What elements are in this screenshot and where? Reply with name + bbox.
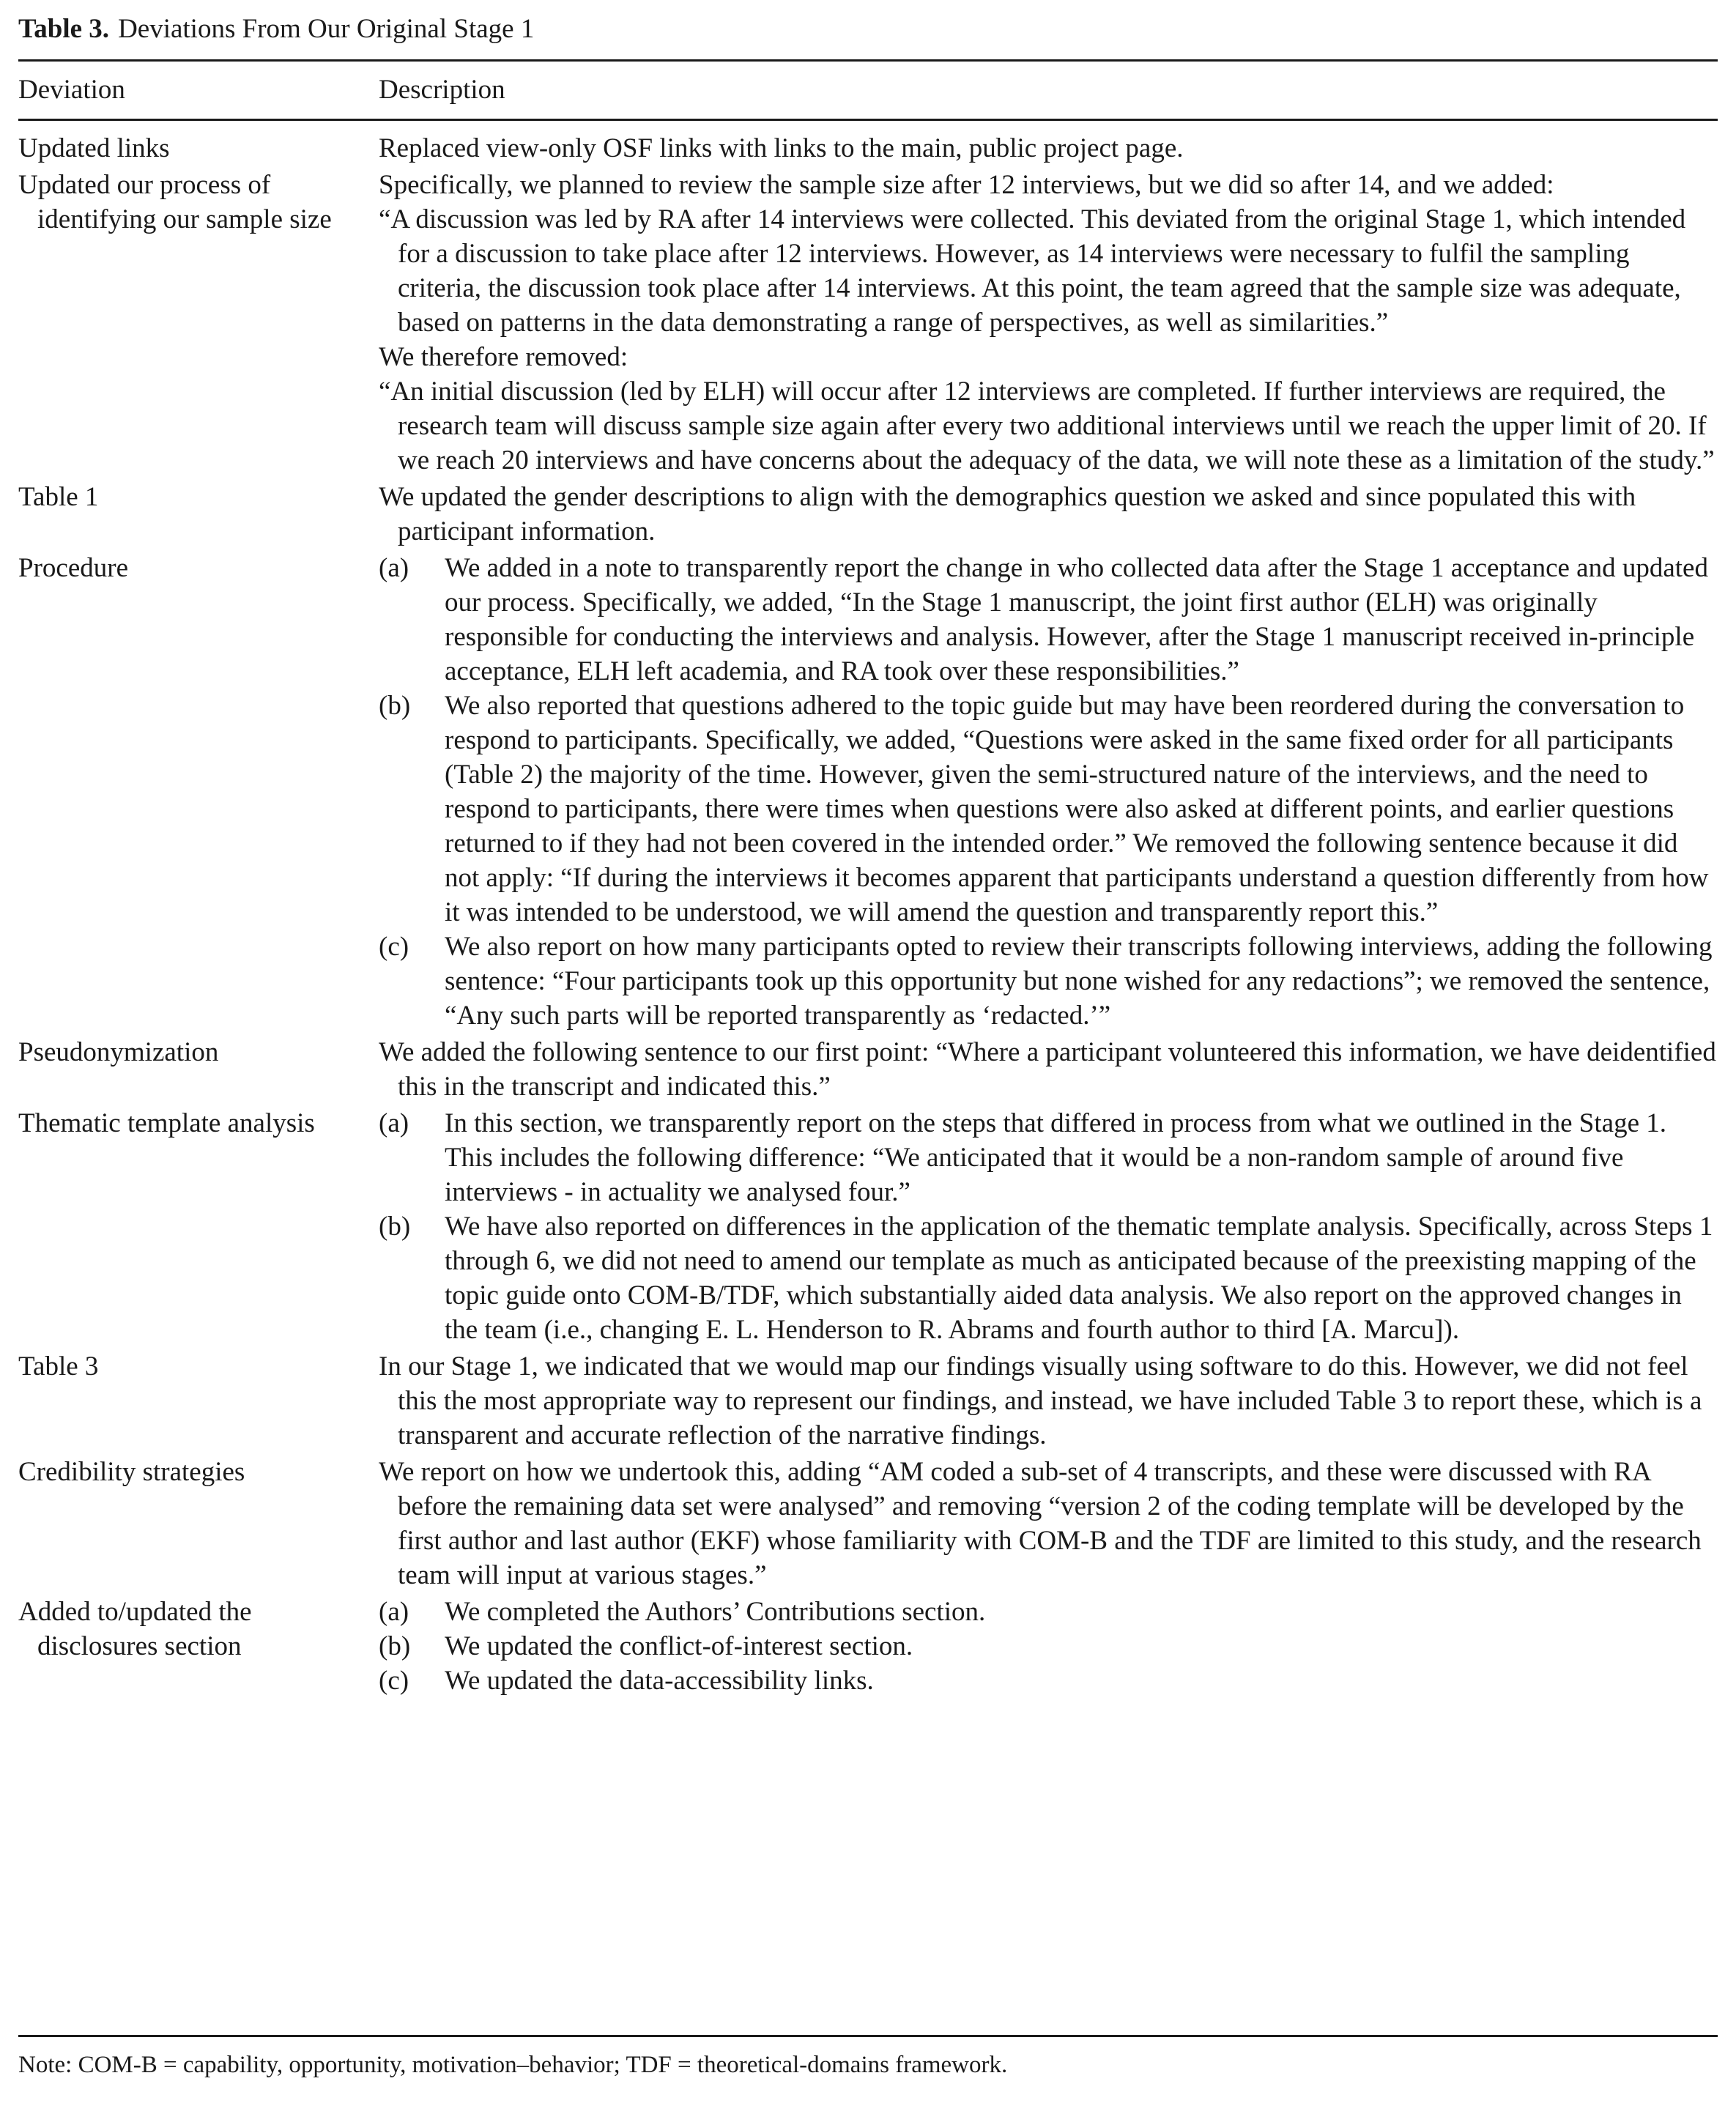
table-label: Table 3.: [18, 14, 110, 44]
description-cell: [379, 480, 1718, 549]
list-item-text: We updated the data-accessibility links.: [445, 1666, 874, 1696]
table-header: [18, 73, 1718, 107]
deviation-cell: Updated links: [18, 133, 170, 163]
description-cell: [379, 551, 1718, 1033]
deviation-cell: Table 3: [18, 1351, 99, 1381]
description-paragraph: Replaced view-only OSF links with links to the main, public project page.: [379, 133, 1184, 163]
list-marker: (b): [379, 1212, 411, 1242]
list-item-text: We also report on how many participants opted to review their transcripts following interviews, adding the following sentence: “Four participants took up this opportunity but none wished for any redactions”; we removed the sentence, “Any such parts will be reported transparently as ‘redacted.’”: [445, 932, 1713, 1031]
header-description: Description: [379, 75, 505, 105]
list-marker: (c): [379, 1666, 409, 1696]
description-paragraph: We report on how we undertook this, adding “AM coded a sub-set of 4 transcripts, and these were discussed with RA before the remaining data set were analysed” and removing “version 2 of the coding template will be developed by the first author and last author (EKF) whose familiarity with COM-B and the TDF are limited to this study, and the research team will input at various stages.”: [379, 1457, 1702, 1590]
deviation-cell: Thematic template analysis: [18, 1108, 315, 1138]
description-list-item: [379, 1595, 1718, 1629]
description-list-item: [379, 1106, 1718, 1209]
deviation-cell: Procedure: [18, 553, 128, 583]
description-list-item: [379, 1629, 1718, 1664]
list-marker: (c): [379, 932, 409, 962]
header-deviation: Deviation: [18, 75, 125, 105]
description-list-item: [379, 689, 1718, 930]
deviation-cell: Table 1: [18, 482, 99, 512]
list-item-text: We have also reported on differences in the application of the thematic template analysis. Specifically, across Steps 1 through 6, we did not need to amend our template as much as anticipated because of the preexisting mapping of the topic guide onto COM-B/TDF, which substantially aided data analysis. We also report on the approved changes in the team (i.e., changing E. L. Henderson to R. Abrams and fourth author to third [A. Marcu]).: [445, 1212, 1713, 1345]
description-paragraph: In our Stage 1, we indicated that we would map our findings visually using software to do this. However, we did not feel this the most appropriate way to represent our findings, and instead, we have included Table 3 to report these, which is a transparent and accurate reflection of the narrative findings.: [379, 1351, 1702, 1450]
deviation-cell: Credibility strategies: [18, 1457, 245, 1487]
description-cell: [379, 168, 1718, 478]
table-row: [18, 1349, 1718, 1453]
table-caption: [18, 12, 534, 46]
deviation-cell: Pseudonymization: [18, 1037, 219, 1067]
description-cell: [379, 131, 1718, 166]
list-marker: (b): [379, 1631, 411, 1661]
description-paragraph: We added the following sentence to our first point: “Where a participant volunteered this information, we have deidentified this in the transcript and indicated this.”: [379, 1037, 1716, 1102]
table-row: [18, 1455, 1718, 1592]
list-item-text: We completed the Authors’ Contributions section.: [445, 1597, 986, 1627]
table-body: [18, 131, 1718, 1700]
list-marker: (a): [379, 553, 409, 583]
list-marker: (a): [379, 1108, 409, 1138]
description-cell: [379, 1106, 1718, 1347]
description-cell: [379, 1595, 1718, 1698]
description-list-item: [379, 551, 1718, 689]
list-marker: (a): [379, 1597, 409, 1627]
list-item-text: In this section, we transparently report on the steps that differed in process from what we outlined in the Stage 1. This includes the following difference: “We anticipated that it would be a non-random sample of around five interviews - in actuality we analysed four.”: [445, 1108, 1666, 1207]
description-list-item: [379, 1664, 1718, 1698]
list-item-text: We also reported that questions adhered to the topic guide but may have been reordered during the conversation to respond to participants. Specifically, we added, “Questions were asked in the same fixed order for all participants (Table 2) the majority of the time. However, given the semi-structured nature of the interviews, and the need to respond to participants, there were times when questions were also asked at different points, and earlier questions returned to if they had not been covered in the intended order.” We removed the following sentence because it did not apply: “If during the interviews it becomes apparent that participants understand a question differently from how it was intended to be understood, we will amend the question and transparently report this.”: [445, 691, 1709, 927]
table-row: [18, 551, 1718, 1033]
list-item-text: We added in a note to transparently report the change in who collected data after the Stage 1 acceptance and updated our process. Specifically, we added, “In the Stage 1 manuscript, the joint first author (ELH) was originally responsible for conducting the interviews and analysis. However, after the Stage 1 manuscript received in-principle acceptance, ELH left academia, and RA took over these responsibilities.”: [445, 553, 1708, 686]
table-row: [18, 1035, 1718, 1104]
description-paragraph: We updated the gender descriptions to align with the demographics question we asked and since populated this with participant information.: [379, 482, 1636, 546]
description-paragraph: Specifically, we planned to review the sample size after 12 interviews, but we did so after 14, and we added:: [379, 170, 1554, 200]
description-list-item: [379, 930, 1718, 1033]
deviation-cell: Updated our process of identifying our sample size: [18, 170, 332, 234]
description-cell: [379, 1455, 1718, 1592]
description-cell: [379, 1349, 1718, 1453]
description-paragraph: “An initial discussion (led by ELH) will occur after 12 interviews are completed. If further interviews are required, the research team will discuss sample size again after every two additional interviews until we reach the upper limit of 20. If we reach 20 interviews and have concerns about the adequacy of the data, we will note these as a limitation of the study.”: [379, 377, 1715, 475]
table-row: [18, 131, 1718, 166]
description-paragraph: We therefore removed:: [379, 342, 628, 372]
description-cell: [379, 1035, 1718, 1104]
table-row: [18, 1595, 1718, 1698]
table-row: [18, 480, 1718, 549]
table-note: Note: COM-B = capability, opportunity, motivation–behavior; TDF = theoretical-domains framework.: [18, 2052, 1008, 2078]
table-row: [18, 1106, 1718, 1347]
top-rule: [18, 59, 1718, 62]
deviation-cell: Added to/updated the disclosures section: [18, 1597, 252, 1661]
bottom-rule: [18, 2035, 1718, 2037]
table-row: [18, 168, 1718, 478]
list-item-text: We updated the conflict-of-interest section.: [445, 1631, 913, 1661]
header-rule: [18, 119, 1718, 121]
table-title: Deviations From Our Original Stage 1: [118, 14, 535, 44]
description-list-item: [379, 1209, 1718, 1347]
list-marker: (b): [379, 691, 411, 721]
description-paragraph: “A discussion was led by RA after 14 interviews were collected. This deviated from the original Stage 1, which intended for a discussion to take place after 12 interviews. However, as 14 interviews were necessary to fulfil the sampling criteria, the discussion took place after 14 interviews. At this point, the team agreed that the sample size was adequate, based on patterns in the data demonstrating a range of perspectives, as well as similarities.”: [379, 204, 1686, 338]
